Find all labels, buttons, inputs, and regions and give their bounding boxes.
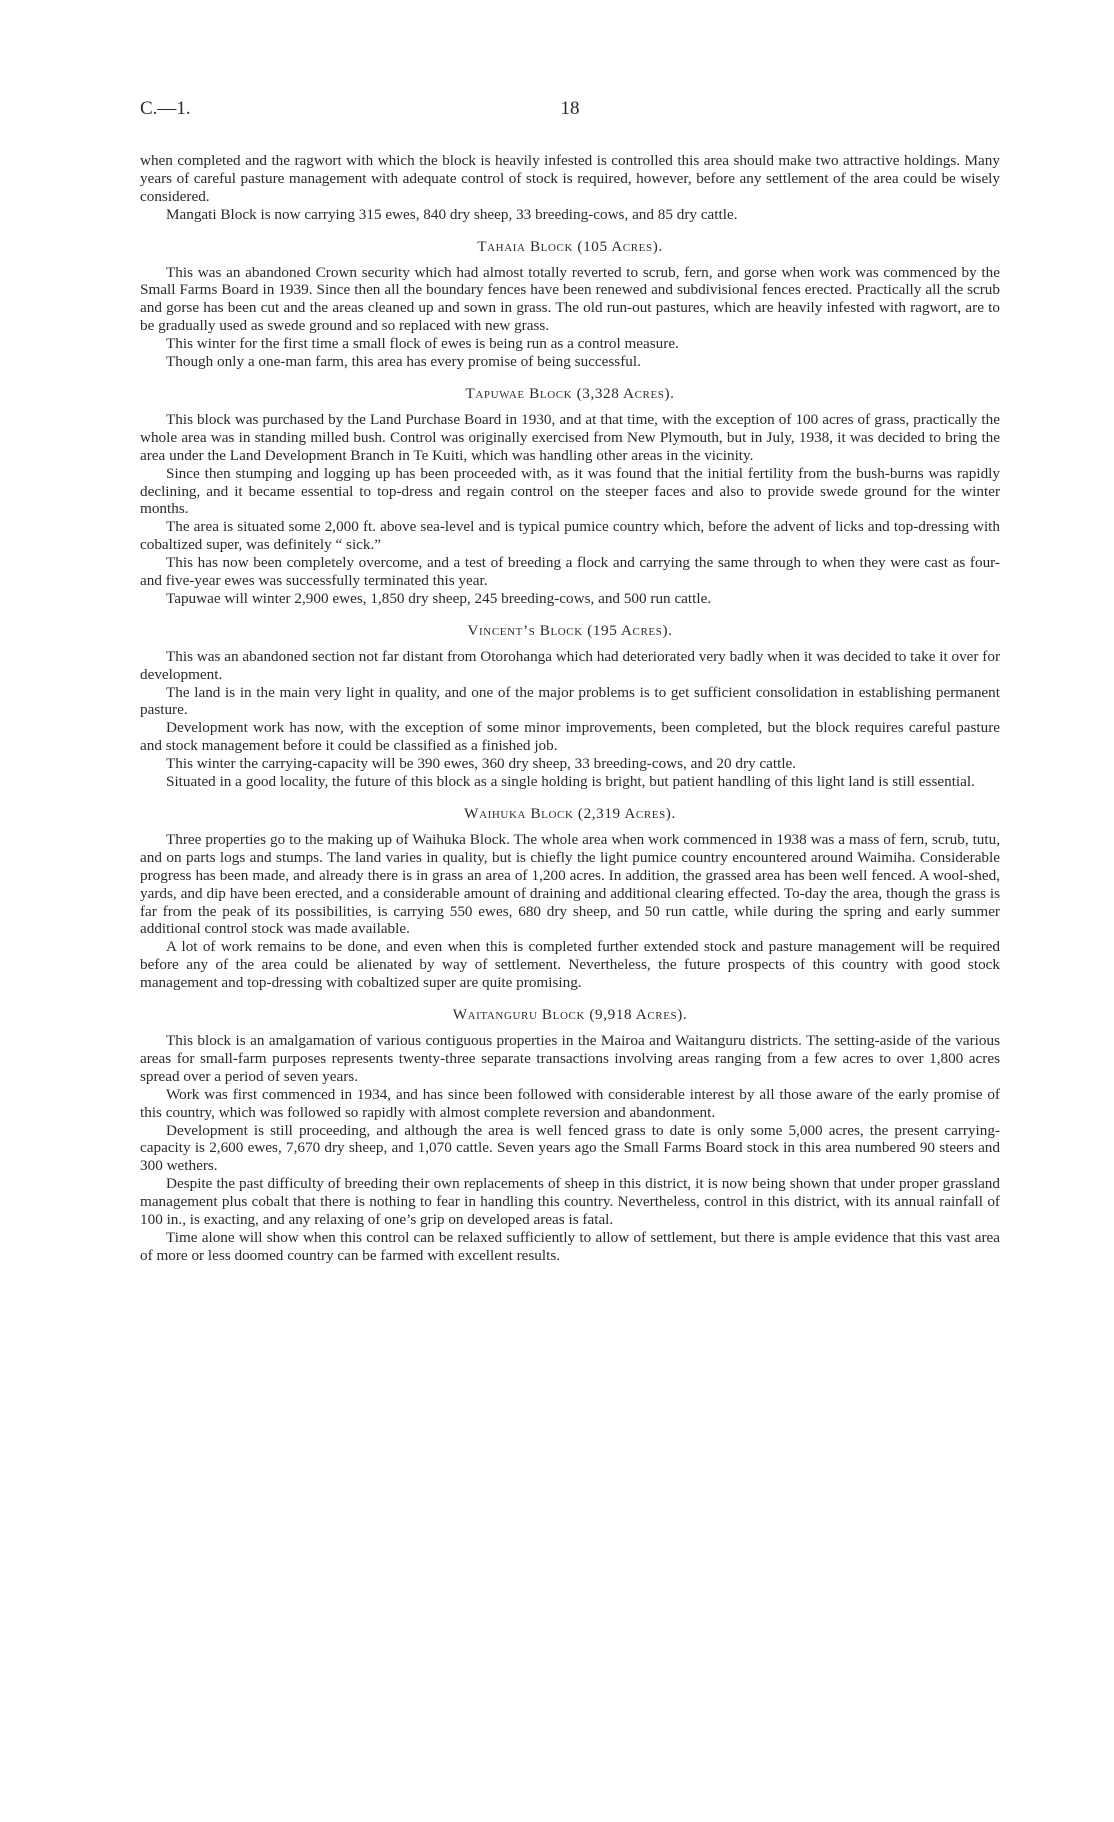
paragraph: Development is still proceeding, and although the area is well fenced grass to date is only some 5,000 acres, the present carrying-capacity is 2,600 ewes, 7,670 dry sheep, and 1,070 cattle. Seven years ago the Small Farms Board stock in this area numbered 90 steers and 300 wethers. — [140, 1121, 1000, 1175]
paragraph: This winter for the first time a small flock of ewes is being run as a control measure. — [166, 335, 679, 353]
page-number: 18 — [560, 98, 580, 119]
paragraph: when completed and the ragwort with which the block is heavily infested is controlled this area should make two attractive holdings. Many years of careful pasture management with adequate control of stock is required, however, before any settlement of the area could be wisely considered. — [140, 152, 1000, 205]
paragraph: This winter the carrying-capacity will be 390 ewes, 360 dry sheep, 33 breeding-cows, and 20 dry cattle. — [166, 755, 797, 773]
section-heading: Vincent’s Block (195 Acres). — [467, 621, 673, 639]
paragraph: Situated in a good locality, the future of this block as a single holding is bright, but patient handling of this light land is still essential. — [166, 773, 975, 791]
paragraph: Since then stumping and logging up has been proceeded with, as it was found that the initial fertility from the bush-burns was rapidly declining, and it became essential to top-dress and regain control on the steeper faces and also to provide swede ground for the winter months. — [140, 464, 1000, 518]
paragraph: Time alone will show when this control can be relaxed sufficiently to allow of settlement, but there is ample evidence that this vast area of more or less doomed country can be farmed with excellent results. — [140, 1228, 1000, 1264]
paragraph: Three properties go to the making up of Waihuka Block. The whole area when work commenced in 1938 was a mass of fern, scrub, tutu, and on parts logs and stumps. The land varies in quality, but is chiefly the light pumice country encountered around Waimiha. Considerable progress has been made, and already there is in grass an area of 1,200 acres. In addition, the grassed area has been well fenced. A wool-shed, yards, and dip have been erected, and a considerable amount of draining and additional clearing effected. To-day the area, though the grass is far from the peak of its possibilities, is carrying 550 ewes, 680 dry sheep, and 50 run cattle, while during the spring and early summer additional control stock was made available. — [140, 830, 1000, 938]
paragraph: Mangati Block is now carrying 315 ewes, 840 dry sheep, 33 breeding-cows, and 85 dry cattle. — [166, 205, 738, 223]
paragraph: Tapuwae will winter 2,900 ewes, 1,850 dry sheep, 245 breeding-cows, and 500 run cattle. — [166, 589, 712, 607]
paragraph: The land is in the main very light in quality, and one of the major problems is to get sufficient consolidation in establishing permanent pasture. — [140, 683, 1000, 719]
paragraph: This block is an amalgamation of various contiguous properties in the Mairoa and Waitanguru districts. The setting-aside of the various areas for small-farm purposes represents twenty-three separate transactions involving areas ranging from a few acres to over 1,800 acres spread over a period of seven years. — [140, 1031, 1000, 1085]
section-heading: Waihuka Block (2,319 Acres). — [464, 805, 676, 822]
document-body — [140, 152, 1000, 1265]
section-heading: Tapuwae Block (3,328 Acres). — [465, 384, 675, 402]
paragraph: The area is situated some 2,000 ft. above sea-level and is typical pumice country which, before the advent of licks and top-dressing with cobaltized super, was definitely “ sick.” — [140, 518, 1000, 554]
paragraph: Development work has now, with the exception of some minor improvements, been completed, but the block requires careful pasture and stock management before it could be classified as a finished job. — [140, 719, 1000, 755]
paragraph: This was an abandoned Crown security which had almost totally reverted to scrub, fern, and gorse when work was commenced by the Small Farms Board in 1939. Since then all the boundary fences have been renewed and subdivisional fences erected. Practically all the scrub and gorse has been cut and the areas cleaned up and sown in grass. The old run-out pastures, which are heavily infested with ragwort, are to be gradually used as swede ground and so replaced with new grass. — [140, 263, 1000, 335]
paragraph: A lot of work remains to be done, and even when this is completed further extended stock and pasture management will be required before any of the area could be alienated by way of settlement. Nevertheless, the future prospects of this country with good stock management and top-dressing with cobaltized super are quite promising. — [140, 938, 1000, 992]
page-header — [140, 98, 1000, 130]
paragraph: This block was purchased by the Land Purchase Board in 1930, and at that time, with the exception of 100 acres of grass, practically the whole area was in standing milled bush. Control was originally exercised from New Plymouth, but in July, 1938, it was decided to bring the area under the Land Development Branch in Te Kuiti, which was handling other areas in the vicinity. — [140, 410, 1000, 464]
paragraph: This has now been completely overcome, and a test of breeding a flock and carrying the same through to when they were cast as four- and five-year ewes was successfully terminated this year. — [140, 554, 1000, 590]
paragraph: Work was first commenced in 1934, and has since been followed with considerable interest by all those aware of the early promise of this country, which was followed so rapidly with almost complete reversion and abandonment. — [140, 1085, 1000, 1121]
paragraph: This was an abandoned section not far distant from Otorohanga which had deteriorated very badly when it was decided to take it over for development. — [140, 647, 1000, 683]
paragraph: Though only a one-man farm, this area has every promise of being successful. — [166, 353, 641, 371]
section-heading: Waitanguru Block (9,918 Acres). — [452, 1006, 688, 1024]
section-heading: Tahaia Block (105 Acres). — [477, 237, 663, 255]
document-reference: C.—1. — [140, 98, 191, 119]
paragraph: Despite the past difficulty of breeding their own replacements of sheep in this district, it is now being shown that under proper grassland management plus cobalt that there is nothing to fear in handling this country. Nevertheless, control in this district, with its annual rainfall of 100 in., is exacting, and any relaxing of one’s grip on developed areas is fatal. — [140, 1175, 1000, 1229]
document-page — [140, 98, 1000, 1265]
